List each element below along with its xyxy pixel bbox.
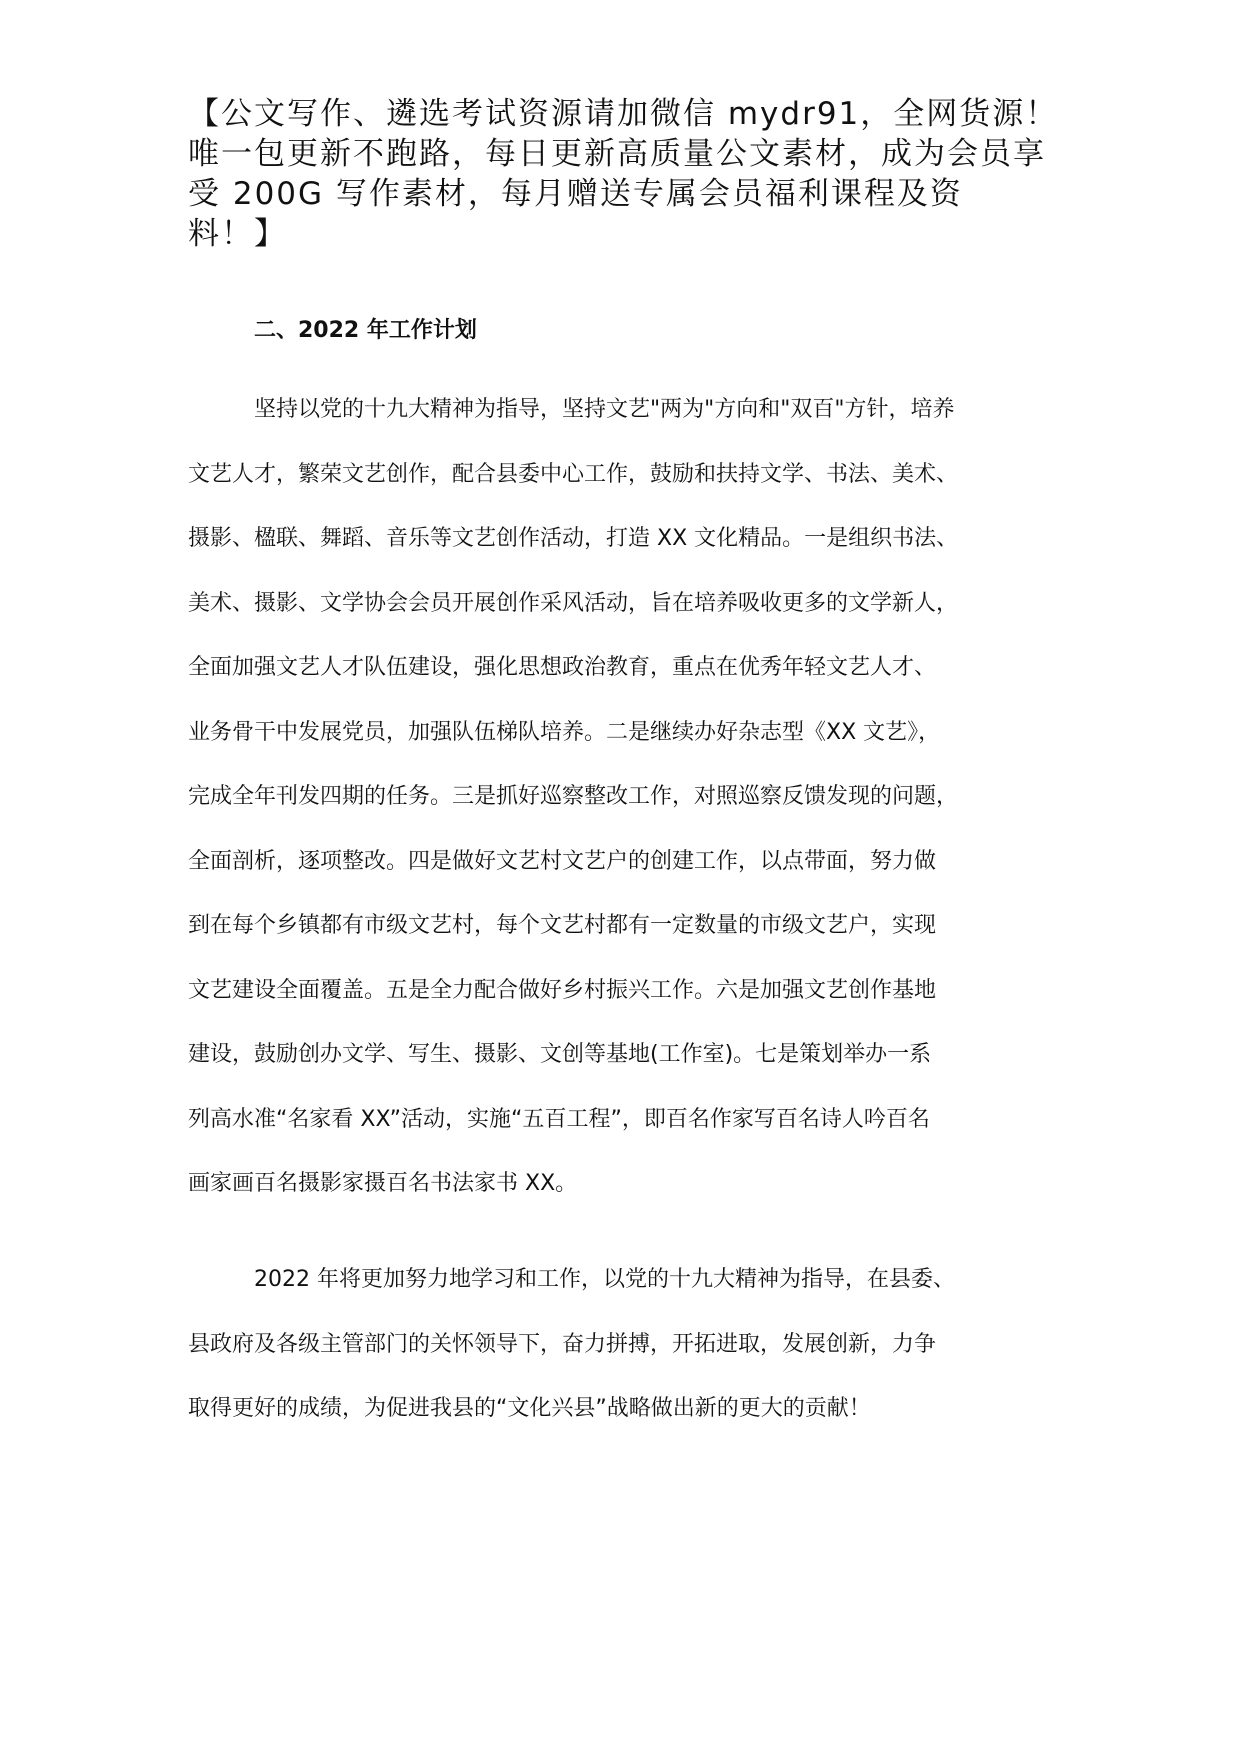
paragraph-line: 摄影、楹联、舞蹈、音乐等文艺创作活动，打造 XX 文化精品。一是组织书法、 (188, 526, 959, 551)
section-heading: 二、2022 年工作计划 (254, 318, 477, 343)
banner-line: 料！】 (188, 216, 287, 252)
paragraph-line: 建设，鼓励创办文学、写生、摄影、文创等基地(工作室)。七是策划举办一系 (188, 1042, 932, 1067)
promo-banner (188, 94, 1088, 254)
paragraph-line: 画家画百名摄影家摄百名书法家书 XX。 (188, 1171, 578, 1196)
banner-line: 受 200G 写作素材，每月赠送专属会员福利课程及资 (188, 176, 963, 212)
paragraph-work-plan (188, 378, 1068, 1217)
paragraph-line: 2022 年将更加努力地学习和工作，以党的十九大精神为指导，在县委、 (254, 1267, 955, 1292)
paragraph-line: 文艺人才，繁荣文艺创作，配合县委中心工作，鼓励和扶持文学、书法、美术、 (188, 461, 959, 487)
paragraph-line: 全面加强文艺人才队伍建设，强化思想政治教育，重点在优秀年轻文艺人才、 (188, 655, 937, 680)
paragraph-line: 县政府及各级主管部门的关怀领导下，奋力拼搏，开拓进取，发展创新，力争 (188, 1331, 937, 1357)
banner-line: 唯一包更新不跑路，每日更新高质量公文素材，成为会员享 (188, 136, 1046, 172)
paragraph-line: 坚持以党的十九大精神为指导，坚持文艺"两为"方向和"双百"方针，培养 (254, 397, 955, 422)
paragraph-line: 文艺建设全面覆盖。五是全力配合做好乡村振兴工作。六是加强文艺创作基地 (188, 977, 937, 1003)
paragraph-line: 美术、摄影、文学协会会员开展创作采风活动，旨在培养吸收更多的文学新人， (188, 590, 959, 616)
paragraph-line: 完成全年刊发四期的任务。三是抓好巡察整改工作，对照巡察反馈发现的问题， (188, 784, 959, 809)
paragraph-line: 取得更好的成绩，为促进我县的“文化兴县”战略做出新的更大的贡献！ (188, 1396, 871, 1421)
banner-line: 【公文写作、遴选考试资源请加微信 mydr91，全网货源！ (188, 96, 1059, 132)
paragraph-closing (188, 1248, 1068, 1442)
paragraph-line: 全面剖析，逐项整改。四是做好文艺村文艺户的创建工作，以点带面，努力做 (188, 848, 937, 874)
paragraph-line: 列高水准“名家看 XX”活动，实施“五百工程”，即百名作家写百名诗人吟百名 (188, 1106, 930, 1132)
paragraph-line: 到在每个乡镇都有市级文艺村，每个文艺村都有一定数量的市级文艺户，实现 (188, 913, 937, 938)
paragraph-line: 业务骨干中发展党员，加强队伍梯队培养。二是继续办好杂志型《XX 文艺》， (188, 719, 941, 745)
